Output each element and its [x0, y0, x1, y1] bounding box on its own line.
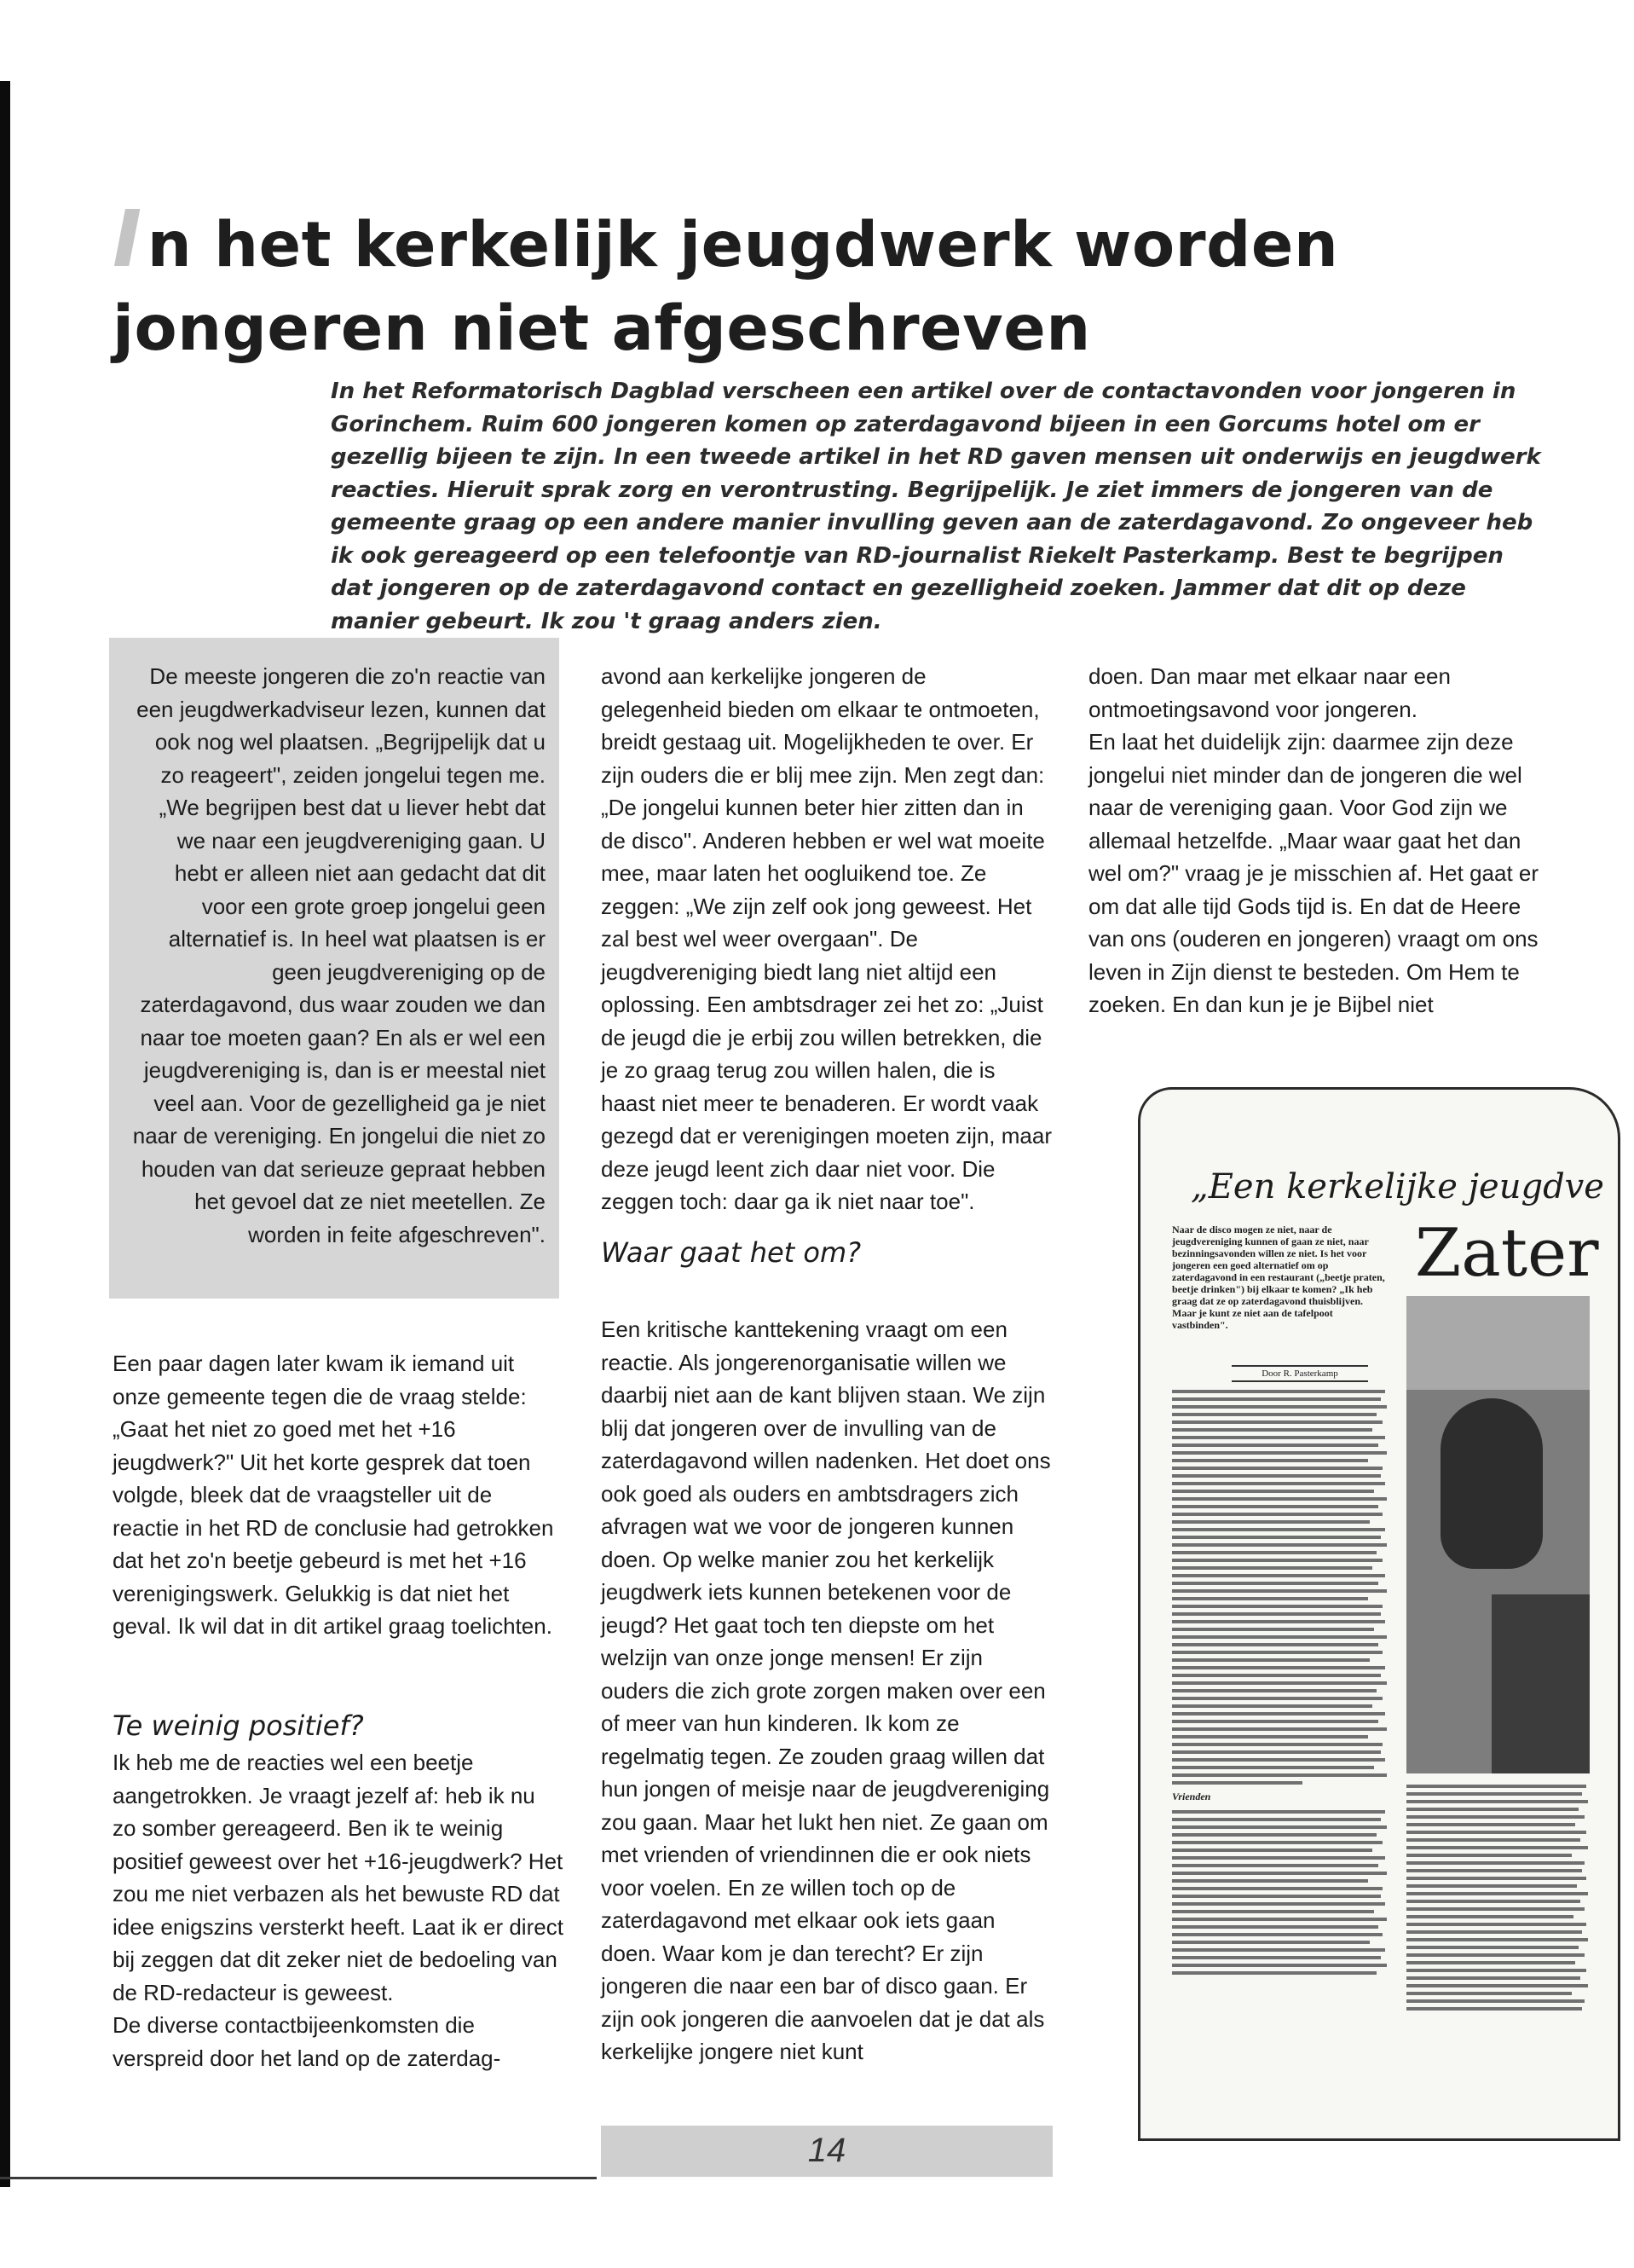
article-intro: In het Reformatorisch Dagblad verscheen een artikel over de contactavonden voor jongeren in Gorinchem. Ruim 600 jongeren komen op zaterdagavond bijeen in een Gorcums hotel om er gezellig bijeen te zijn. In een tweede artikel in het RD gaven mensen uit onderwijs en jeugdwerk reacties. Hieruit sprak zorg en verontrusting. Begrijpelijk. Je ziet immers de jongeren van de gemeente graag op een andere manier invulling geven aan de zaterdagavond. Zo ongeveer heb ik ook gereageerd op een telefoontje van RD-journalist Riekelt Pasterkamp. Best te begrijpen dat jongeren op de zaterdagavond contact en gezelligheid zoeken. Jammer dat dit op deze manier gebeurt. Ik zou 't graag anders zien. [331, 379, 1541, 634]
col2-paragraph-2: Een kritische kanttekening vraagt om een reactie. Als jongerenorganisatie willen we daarbij niet aan de kant blijven staan. We zijn blij dat jongeren over de invulling van de zaterdagavond willen nadenken. Het doet ons ook goed als ouders en ambtsdragers zich afvragen wat we voor de jongeren kunnen doen. Op welke manier zou het kerkelijk jeugdwerk iets kunnen betekenen voor de jeugd? Het gaat toch ten diepste om het welzijn van onze jonge mensen! Er zijn ouders die zich grote zorgen maken over een of meer van hun kinderen. Ik kom ze regelmatig tegen. Ze zouden graag willen dat hun jongen of meisje naar de jeugdvereniging zou gaan. Maar het lukt hen niet. Ze gaan om met vrienden of vriendinnen die er ook niets voor voelen. En ze willen toch op de zaterdagavond met elkaar ook iets gaan doen. Waar kom je dan terecht? Er zijn jongeren die naar een bar of disco gaan. Er zijn ook jongeren die aanvoelen dat je dat als kerkelijke jongere niet kunt [601, 1316, 1051, 2064]
clipping-subhead: Vrienden [1172, 1791, 1211, 1802]
headline-line2: jongeren niet afgeschreven [113, 292, 1091, 365]
subhead-waar-gaat-het-om: Waar gaat het om? [601, 1236, 862, 1269]
headline-initial: I [113, 194, 142, 285]
clipping-big-word: Zater [1415, 1215, 1599, 1292]
headline-line1: n het kerkelijk jeugdwerk worden [147, 209, 1339, 281]
col3-paragraph-2: En laat het duidelijk zijn: daarmee zijn deze jongelui niet minder dan de jongeren die wel naar de vereniging gaan. Voor God zijn we allemaal hetzelfde. „Maar waar gaat het dan wel om?" vraag je je misschien af. Het gaat er om dat alle tijd Gods tijd is. En dat de Heere van ons (ouderen en jongeren) vraagt om ons leven in Zijn dienst te besteden. Om Hem te zoeken. En dan kun je je Bijbel niet [1088, 729, 1539, 1017]
clipping-lead: Naar de disco mogen ze niet, naar de jeugdvereniging kunnen of gaan ze niet, naar bezinningsavonden willen ze niet. Is het voor jongeren een goed alternatief om op zaterdagavond in een restaurant („beetje praten, beetje drinken") bij elkaar te komen? „Ik heb graag dat ze op zaterdagavond thuisblijven. Maar je kunt ze niet aan de tafelpoot vastbinden". [1172, 1224, 1385, 1331]
clipping-title: „Een kerkelijke jeugdve [1191, 1167, 1604, 1206]
clipping-body-text [1172, 1390, 1389, 1791]
clipping-body-text-2 [1172, 1810, 1389, 1989]
col2-paragraph-1: avond aan kerkelijke jongeren de gelegenheid bieden om elkaar te ontmoeten, breidt gestaag uit. Mogelijkheden te over. Er zijn ouders die er blij mee zijn. Men zegt dan: „De jongelui kunnen beter hier zitten dan in de disco". Anderen hebben er wel wat moeite mee, maar laten het oogluikend toe. Ze zeggen: „We zijn zelf ook jong geweest. Het zal best wel weer overgaan". De jeugdvereniging biedt lang niet altijd een oplossing. Een ambtsdrager zei het zo: „Juist de jeugd die je erbij zou willen betrekken, die je zo graag terug zou willen halen, die is haast niet meer te benaderen. Er wordt vaak gezegd dat er verenigingen moeten zijn, maar deze jeugd leent zich daar niet voor. Die zeggen toch: daar ga ik niet naar toe". [601, 663, 1052, 1214]
col1-paragraph-2: Ik heb me de reacties wel een beetje aangetrokken. Je vraagt jezelf af: heb ik nu zo somber gereageerd. Ben ik te weinig positief geweest over het +16-jeugdwerk? Het zou me niet verbazen als het bewuste RD dat idee enigszins versterkt heeft. Laat ik er direct bij zeggen dat dit zeker niet de bedoeling van de RD-redacteur is geweest. [113, 1750, 563, 2005]
scan-edge [0, 81, 10, 2187]
col1-paragraph-3: De diverse contactbijeenkomsten die verspreid door het land op de zaterdag- [113, 2012, 501, 2071]
clipping-byline: Door R. Pasterkamp [1232, 1365, 1368, 1382]
col1-lower [113, 1746, 564, 2074]
col1-paragraph-1: Een paar dagen later kwam ik iemand uit onze gemeente tegen die de vraag stelde: „Gaat het niet zo goed met het +16 jeugdwerk?" Uit het korte gesprek dat toen volgde, bleek dat de vraagsteller uit de reactie in het RD de conclusie had getrokken dat het zo'n beetje gebeurd is met het +16 verenigingswerk. Gelukkig is dat niet het geval. Ik wil dat in dit artikel graag toelichten. [113, 1351, 554, 1639]
col3 [1088, 660, 1553, 1021]
newspaper-clipping [1138, 1087, 1604, 2110]
clipping-body-text-3 [1406, 1785, 1590, 2040]
quote-box-text: De meeste jongeren die zo'n reactie van een jeugdwerkadviseur lezen, kunnen dat ook nog wel plaatsen. „Begrijpelijk dat u zo reageert", zeiden jongelui tegen me. „We begrijpen best dat u liever hebt dat we naar een jeugdvereniging gaan. U hebt er alleen niet aan gedacht dat dit voor een grote groep jongelui geen alternatief is. In heel wat plaatsen is er geen jeugdvereniging op de zaterdagavond, dus waar zouden we dan naar toe moeten gaan? En als er wel een jeugdvereniging is, dan is er meestal niet veel aan. Voor de gezelligheid ga je niet naar de vereniging. En jongelui die niet zo houden van dat serieuze gepraat hebben het gevoel dat ze niet meetellen. Ze worden in feite afgeschreven". [132, 663, 546, 1247]
article-headline [113, 194, 1545, 371]
col3-paragraph-1: doen. Dan maar met elkaar naar een ontmoetingsavond voor jongeren. [1088, 663, 1451, 722]
bottom-rule [0, 2177, 597, 2179]
page-number: 14 [807, 2132, 846, 2169]
clipping-photo [1406, 1296, 1590, 1773]
subhead-te-weinig-positief: Te weinig positief? [113, 1710, 364, 1742]
